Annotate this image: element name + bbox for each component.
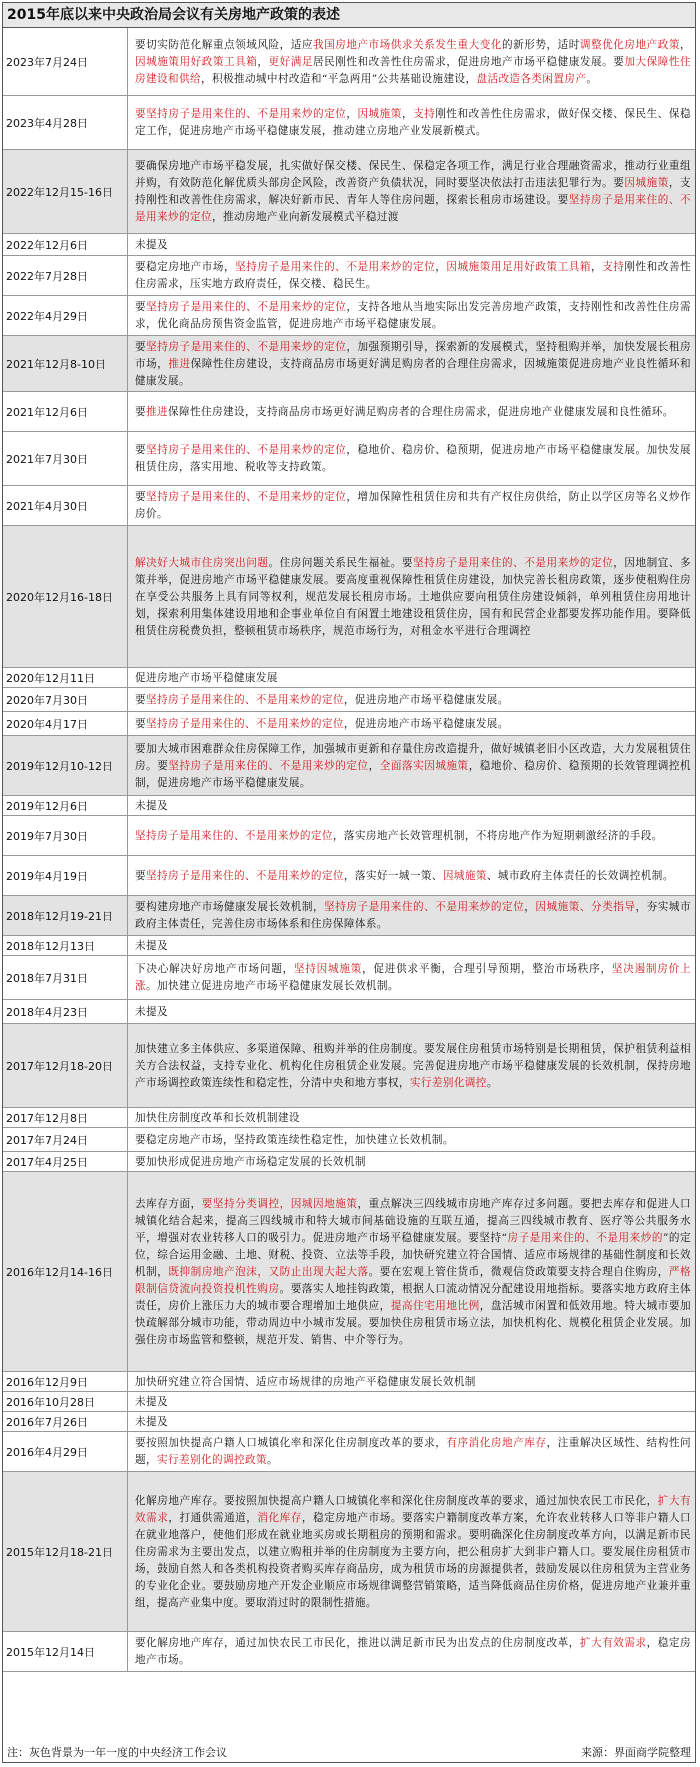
table-row (3, 1024, 695, 1108)
statement-text: 下决心解决好房地产市场问题， (135, 963, 294, 975)
table-footer (3, 1742, 695, 1762)
statement-text: ， (346, 108, 358, 120)
highlighted-phrase: 坚持房子是用来住的、不是用来炒的定位 (146, 301, 347, 313)
highlighted-phrase: 坚决遏制房价上涨 (135, 963, 691, 992)
policy-statement (128, 486, 695, 525)
highlighted-phrase: 坚持房子是用来住的、不是用来炒的定位 (146, 693, 344, 706)
statement-text: 、城市政府主体责任的长效调控机制。 (486, 869, 674, 882)
policy-statement (128, 256, 695, 295)
statement-text: 化解房地产库存。要按照加快提高户籍人口城镇化率和深化住房制度改革的要求，通过加快农民工市民化， (135, 1494, 658, 1507)
statement-text: 。 (266, 1454, 278, 1466)
highlighted-phrase: 既抑制房地产泡沫，又防止出现大起大落 (168, 1265, 369, 1278)
meeting-date: 2016年12月14-16日 (3, 1172, 128, 1371)
meeting-date: 2016年10月28日 (3, 1392, 128, 1411)
meeting-date: 2018年12月19-21日 (3, 896, 128, 935)
statement-text: ，稳地价、稳房价、稳预期，促进房地产市场平稳健康发展。加快发展租赁住房，落实用地、税收等支持政策。 (135, 444, 691, 473)
policy-statement (128, 234, 695, 255)
table-row (3, 1472, 695, 1632)
policy-table (2, 2, 696, 1763)
statement-text: 。 (586, 72, 598, 85)
table-row (3, 1632, 695, 1672)
table-row (3, 1172, 695, 1372)
policy-statement (128, 392, 695, 431)
statement-text: 的新形势，适时 (502, 38, 580, 51)
policy-statement (128, 1024, 695, 1107)
policy-statement (128, 936, 695, 955)
statement-text: ，稳地价、稳房价、稳预期的长效管理调控机制，促进房地产市场平稳健康发展。 (135, 759, 692, 789)
policy-statement (128, 28, 695, 95)
policy-statement (128, 956, 695, 999)
meeting-date: 2017年7月24日 (3, 1128, 128, 1151)
policy-statement (128, 1152, 695, 1171)
statement-text: 要构建房地产市场健康发展长效机制， (135, 901, 325, 913)
meeting-date: 2021年12月6日 (3, 392, 128, 431)
meeting-date: 2017年12月18-20日 (3, 1024, 128, 1107)
table-row (3, 96, 695, 150)
table-row (3, 1152, 695, 1172)
highlighted-phrase: 支持 (602, 261, 625, 273)
statement-text: ， (401, 108, 414, 120)
table-row (3, 1372, 695, 1392)
statement-text: 未提及 (135, 238, 168, 251)
policy-statement (128, 688, 695, 711)
statement-text: ， (257, 55, 269, 68)
highlighted-phrase: 要坚持房子是用来住的、不是用来炒的定位 (135, 108, 347, 120)
table-row (3, 432, 695, 486)
statement-text: ， (435, 261, 447, 273)
highlighted-phrase: 解决好大城市住房突出问题 (135, 556, 269, 569)
table-row (3, 486, 695, 526)
statement-text: 加快建立多主体供应、多渠道保障、租购并举的住房制度。要发展住房租赁市场特别是长期租赁，保护租赁利益相关方合法权益，支持专业化、机构化住房租赁企业发展。完善促进房地产市场平稳健康发展的长效机制，保持房地产市场调控政策连续性和稳定性，分清中央和地方事权， (135, 1042, 691, 1089)
meeting-date: 2019年7月30日 (3, 816, 128, 855)
table-row (3, 336, 695, 392)
highlighted-phrase: 全面落实因城施策 (379, 759, 469, 772)
table-row (3, 816, 695, 856)
highlighted-phrase: 因城施策 (357, 108, 402, 120)
policy-statement (128, 736, 695, 795)
table-body (3, 28, 695, 1742)
meeting-date: 2019年4月19日 (3, 856, 128, 895)
highlighted-phrase: 加大保障性住房建设和供给 (135, 55, 691, 85)
highlighted-phrase: 严格限制信贷流向投资投机性购房 (135, 1265, 691, 1295)
statement-text: 要 (135, 301, 147, 313)
table-row (3, 526, 695, 668)
table-row (3, 936, 695, 956)
highlighted-phrase: 我国房地产市场供求关系发生重大变化 (312, 38, 503, 51)
meeting-date: 2022年4月29日 (3, 296, 128, 335)
statement-text: ， (524, 901, 536, 913)
policy-statement (128, 296, 695, 335)
statement-text: ，稳定房地产市场。 (135, 1637, 691, 1666)
statement-text: ，推动房地产业向新发展模式平稳过渡 (211, 211, 399, 223)
statement-text: 未提及 (135, 1005, 168, 1018)
highlighted-phrase: 消化库存 (257, 1511, 302, 1524)
statement-text: ，促进供求平衡，合理引导预期，整治市场秩序， (362, 963, 612, 975)
statement-text: 要加大城市困难群众住房保障工作，加强城市更新和存量住房改造提升，做好城镇老旧小区改造，大力发展租赁住房。要 (135, 742, 691, 772)
statement-text: ，积极推动城中村改造和“平急两用”公共基础设施建设， (200, 72, 477, 85)
table-row (3, 668, 695, 688)
statement-text: 保障性住房建设，支持商品房市场更好满足购房者的合理住房需求，因城施策促进房地产业良性循环和健康发展。 (135, 357, 691, 387)
statement-text: ，落实房地产长效管理机制，不将房地产作为短期刺激经济的手段。 (332, 829, 663, 842)
policy-statement (128, 1412, 695, 1431)
table-row (3, 1128, 695, 1152)
table-row (3, 688, 695, 712)
statement-text: ，重点解决三四线城市房地产库存过多问题。要把去库存和促进人口城镇化结合起来，提高三四线城市和特大城市间基础设施的互联互通，提高三四线城市教育、医疗等公共服务水平，增强对农业转移人口的吸引力。促进房地产市场平稳健康发展。要坚持“ (135, 1197, 691, 1244)
policy-statement (128, 1108, 695, 1127)
statement-text: ， (679, 38, 691, 51)
statement-text: ， (591, 261, 603, 273)
statement-text: 要加快形成促进房地产市场稳定发展的长效机制 (135, 1155, 366, 1168)
highlighted-phrase: 坚持房子是用来住的、不是用来炒的定位 (146, 491, 347, 503)
statement-text: 去库存方面， (135, 1197, 202, 1210)
statement-text: ，促进房地产市场平稳健康发展。 (343, 693, 509, 706)
policy-statement (128, 336, 695, 391)
statement-text: 要 (135, 491, 147, 503)
meeting-date: 2020年7月30日 (3, 688, 128, 711)
statement-text: ，因地制宜、多策并举，促进房地产市场平稳健康发展。要高度重视保障性租赁住房建设，加快完善长租房政策，逐步使租购住房在享受公共服务上具有同等权利，规范发展长租房市场。土地供应要向租赁住房建设倾斜，单列租赁住房用地计划，探索利用集体建设用地和企事业单位自有闲置土地建设租赁住房，国有和民营企业都要发挥功能作用。要降低租赁住房税费负担，整顿租赁市场秩序，规范市场行为，对租金水平进行合理调控 (135, 556, 691, 637)
statement-text: ，盘活城市闲置和低效用地。特大城市要加快疏解部分城市功能，带动周边中小城市发展。要加快住房租赁市场立法，加快机构化、规模化租赁企业发展。加强住房市场监管和整顿，规范开发、销售、中介等行为。 (135, 1299, 691, 1346)
policy-statement (128, 1632, 695, 1671)
meeting-date: 2019年12月6日 (3, 796, 128, 815)
statement-text: ，加强预期引导，探索新的发展模式，坚持租购并举，加快发展长租房市场， (135, 340, 691, 370)
table-title: 2015年底以来中央政治局会议有关房地产政策的表述 (3, 3, 695, 28)
highlighted-phrase: 坚持房子是用来住的、不是用来炒的定位 (146, 340, 347, 353)
table-row (3, 956, 695, 1000)
statement-text: ， (368, 759, 380, 772)
table-row (3, 1392, 695, 1412)
table-row (3, 392, 695, 432)
table-row (3, 896, 695, 936)
policy-statement (128, 1172, 695, 1371)
highlighted-phrase: 有序消化房地产库存 (446, 1437, 547, 1449)
meeting-date: 2018年4月23日 (3, 1000, 128, 1023)
highlighted-phrase: 推进 (168, 357, 191, 370)
highlighted-phrase: 坚持房子是用来住的、不是用来炒的定位 (146, 717, 344, 730)
table-row (3, 1432, 695, 1472)
meeting-date: 2017年12月8日 (3, 1108, 128, 1127)
meeting-date: 2022年12月15-16日 (3, 150, 128, 233)
highlighted-phrase: 因城施策用好政策工具箱 (135, 55, 258, 68)
highlighted-phrase: 坚持房子是用来住的、不是用来炒的定位 (146, 444, 347, 456)
meeting-date: 2016年7月26日 (3, 1412, 128, 1431)
statement-text: 加快住房制度改革和长效机制建设 (135, 1111, 300, 1124)
statement-text: 。 (486, 1076, 498, 1089)
statement-text: ，落实好一城一策、 (343, 869, 443, 882)
meeting-date: 2016年4月29日 (3, 1432, 128, 1471)
table-row (3, 296, 695, 336)
statement-text: ，促进房地产市场平稳健康发展。 (343, 717, 509, 730)
highlighted-phrase: 坚持房子是用来住的、不是用来炒的定位 (135, 829, 333, 842)
policy-statement (128, 1372, 695, 1391)
highlighted-phrase: 因城施策、分类指导 (535, 901, 636, 913)
meeting-date: 2021年12月8-10日 (3, 336, 128, 391)
highlighted-phrase: 更好满足 (268, 55, 313, 68)
table-row (3, 1108, 695, 1128)
policy-statement (128, 1432, 695, 1471)
meeting-date: 2018年7月31日 (3, 956, 128, 999)
highlighted-phrase: 房子是用来住的、不是用来炒的 (507, 1231, 663, 1244)
meeting-date: 2020年4月17日 (3, 712, 128, 735)
statement-text: 未提及 (135, 1415, 168, 1428)
policy-statement (128, 1472, 695, 1631)
highlighted-phrase: 因城施策 (624, 177, 669, 189)
statement-text: ，支持各地从当地实际出发完善房地产政策，支持刚性和改善性住房需求，优化商品房预售资金监管，促进房地产市场平稳健康发展。 (135, 301, 691, 330)
statement-text: ，夯实城市政府主体责任，完善住房市场体系和住房保障体系。 (135, 901, 691, 930)
meeting-date: 2018年12月13日 (3, 936, 128, 955)
statement-text: 要按照加快提高户籍人口城镇化率和深化住房制度改革的要求， (135, 1437, 447, 1449)
highlighted-phrase: 坚持房子是用来住的、不是用来炒的定位 (146, 869, 344, 882)
meeting-date: 2016年12月9日 (3, 1372, 128, 1391)
policy-statement (128, 96, 695, 149)
highlighted-phrase: 坚持房子是用来住的、不是用来炒的定位 (135, 194, 691, 223)
highlighted-phrase: 扩大有效需求 (579, 1637, 647, 1649)
table-row (3, 234, 695, 256)
meeting-date: 2021年4月30日 (3, 486, 128, 525)
statement-text: 。加快建立促进房地产市场平稳健康发展长效机制。 (146, 980, 399, 992)
statement-text: ，注重解决区域性、结构性问题， (135, 1437, 691, 1466)
policy-statement (128, 1128, 695, 1151)
highlighted-phrase: 因城施策 (442, 869, 487, 882)
highlighted-phrase: 坚持房子是用来住的、不是用来炒的定位 (168, 759, 369, 772)
statement-text: 要 (135, 340, 147, 353)
meeting-date: 2015年12月18-21日 (3, 1472, 128, 1631)
table-row (3, 712, 695, 736)
meeting-date: 2021年7月30日 (3, 432, 128, 485)
footer-note: 注：灰色背景为一年一度的中央经济工作会议 (7, 1746, 227, 1759)
statement-text: 要 (135, 693, 146, 706)
statement-text: 保障性住房建设，支持商品房市场更好满足购房者的合理住房需求，促进房地产业健康发展和良性循环。 (168, 405, 674, 418)
statement-text: ，打通供需通道， (168, 1511, 258, 1524)
statement-text: 未提及 (135, 1395, 168, 1408)
highlighted-phrase: 要坚持分类调控，因城因地施策 (201, 1197, 358, 1210)
statement-text: 未提及 (135, 799, 168, 812)
table-row (3, 796, 695, 816)
table-row (3, 150, 695, 234)
policy-statement (128, 1392, 695, 1411)
footer-source: 来源：界面商学院整理 (581, 1746, 691, 1759)
policy-statement (128, 432, 695, 485)
table-row (3, 856, 695, 896)
statement-text: 未提及 (135, 939, 168, 952)
highlighted-phrase: 实行差别化的调控政策 (157, 1454, 267, 1466)
statement-text: 促进房地产市场平稳健康发展 (135, 671, 278, 684)
meeting-date: 2022年12月6日 (3, 234, 128, 255)
statement-text: ，支持刚性和改善性住房需求，解决好新市民、青年人等住房问题，探索长租房市场建设。要 (135, 177, 691, 206)
meeting-date: 2015年12月14日 (3, 1632, 128, 1671)
policy-statement (128, 896, 695, 935)
policy-statement (128, 526, 695, 667)
meeting-date: 2022年7月28日 (3, 256, 128, 295)
statement-text: 刚性和改善性住房需求，压实地方政府责任，保交楼、稳民生。 (135, 261, 691, 290)
statement-text: 要 (135, 444, 147, 456)
table-row (3, 256, 695, 296)
meeting-date: 2020年12月16-18日 (3, 526, 128, 667)
policy-statement (128, 150, 695, 233)
policy-statement (128, 856, 695, 895)
statement-text: 要 (135, 405, 146, 418)
policy-statement (128, 668, 695, 687)
statement-text: 要 (135, 717, 146, 730)
statement-text: 要确保房地产市场平稳发展，扎实做好保交楼、保民生、保稳定各项工作，满足行业合理融资需求，推动行业重组并购，有效防范化解优质头部房企风险，改善资产负债状况，同时要坚决依法打击违法犯罪行为。要 (135, 160, 691, 189)
statement-text: 要 (135, 869, 146, 882)
statement-text: 要稳定房地产市场， (135, 261, 236, 273)
statement-text: 居民刚性和改善性住房需求，促进房地产市场平稳健康发展。要 (312, 55, 625, 68)
highlighted-phrase: 因城施策用足用好政策工具箱 (446, 261, 591, 273)
statement-text: ”的定位，综合运用金融、土地、财税、投资、立法等手段，加快研究建立符合国情、适应市场规律的基础性制度和长效机制， (135, 1231, 691, 1278)
highlighted-phrase: 扩大有效需求 (135, 1494, 692, 1524)
highlighted-phrase: 坚持房子是用来住的、不是用来炒的定位 (413, 556, 614, 569)
meeting-date: 2017年4月25日 (3, 1152, 128, 1171)
table-row (3, 736, 695, 796)
meeting-date: 2019年12月10-12日 (3, 736, 128, 795)
meeting-date: 2023年7月24日 (3, 28, 128, 95)
highlighted-phrase: 提高住宅用地比例 (390, 1299, 480, 1312)
table-row (3, 1000, 695, 1024)
statement-text: 。要在宏观上管住货币，微观信贷政策要支持合理自住购房， (368, 1265, 669, 1278)
policy-statement (128, 816, 695, 855)
statement-text: 。住房问题关系民生福祉。要 (268, 556, 414, 569)
highlighted-phrase: 坚持房子是用来住的、不是用来炒的定位 (324, 901, 525, 913)
policy-statement (128, 796, 695, 815)
meeting-date: 2023年4月28日 (3, 96, 128, 149)
statement-text: 要化解房地产库存，通过加快农民工市民化，推进以满足新市民为出发点的住房制度改革， (135, 1637, 580, 1649)
highlighted-phrase: 坚持房子是用来住的、不是用来炒的定位 (235, 261, 436, 273)
statement-text: 要稳定房地产市场，坚持政策连续性稳定性，加快建立长效机制。 (135, 1133, 454, 1146)
table-row (3, 28, 695, 96)
highlighted-phrase: 坚持因城施策 (293, 963, 363, 975)
statement-text: ，增加保障性租赁住房和共有产权住房供给，防止以学区房等名义炒作房价。 (135, 491, 691, 520)
highlighted-phrase: 调整优化房地产政策 (579, 38, 680, 51)
statement-text: 加快研究建立符合国情、适应市场规律的房地产平稳健康发展长效机制 (135, 1375, 476, 1388)
highlighted-phrase: 推进 (146, 405, 168, 418)
statement-text: ，稳定房地产市场。要落实户籍制度改革方案，允许农业转移人口等非户籍人口在就业地落户，使他们形成在就业地买房或长期租房的预期和需求。要明确深化住房制度改革方向，以满足新市民住房需求为主要出发点，以建立购租并举的住房制度为主要方向，把公租房扩大到非户籍人口。要发展住房租赁市场，鼓励自然人和各类机构投资者购买库存商品房，成为租赁市场的房源提供者，鼓励发展以住房租赁为主营业务的专业化企业。要鼓励房地产开发企业顺应市场规律调整营销策略，适当降低商品住房价格，促进房地产业兼并重组，提高产业集中度。要取消过时的限制性措施。 (135, 1511, 692, 1609)
highlighted-phrase: 盘活改造各类闲置房产 (476, 72, 587, 85)
highlighted-phrase: 支持 (413, 108, 436, 120)
table-row (3, 1412, 695, 1432)
policy-statement (128, 1000, 695, 1023)
highlighted-phrase: 实行差别化调控 (409, 1076, 487, 1089)
meeting-date: 2020年12月11日 (3, 668, 128, 687)
statement-text: 要切实防范化解重点领域风险，适应 (135, 38, 313, 51)
policy-statement (128, 712, 695, 735)
statement-text: 。要落实人地挂钩政策，根据人口流动情况分配建设用地指标。要落实地方政府主体责任，房价上涨压力大的城市要合理增加土地供应， (135, 1282, 691, 1312)
statement-text: 刚性和改善性住房需求，做好保交楼、保民生、保稳定工作，促进房地产市场平稳健康发展，推动建立房地产业发展新模式。 (135, 108, 691, 137)
